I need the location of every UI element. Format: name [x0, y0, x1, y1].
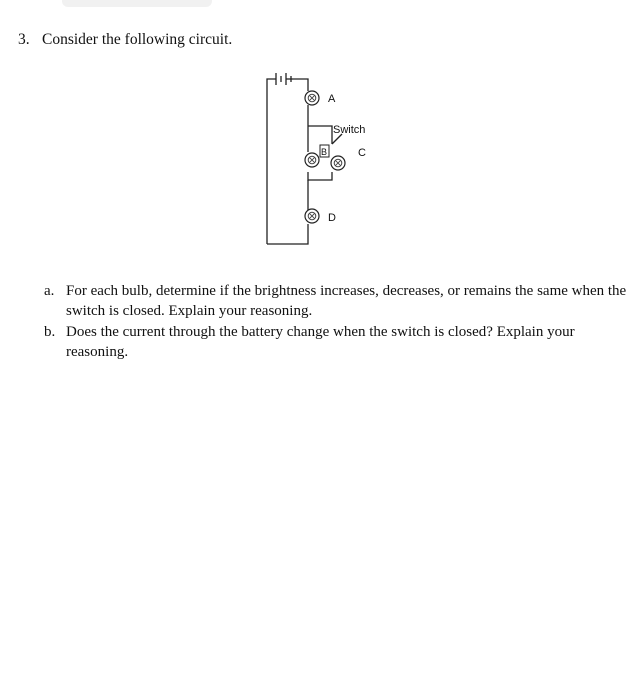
bulb-a-icon: [305, 91, 319, 105]
top-edge-artifact: [62, 0, 212, 7]
wire-to-c-top: [308, 122, 332, 144]
bulb-c-label: C: [358, 147, 366, 159]
bulb-d-icon: [305, 209, 319, 223]
part-b-text: Does the current through the battery change when the switch is closed? Explain your reasoning.: [66, 324, 575, 360]
left-wire: [267, 79, 276, 244]
circuit-diagram: [250, 62, 390, 257]
branch-bottom-wire: [308, 172, 332, 180]
bulb-a-label: A: [328, 93, 336, 105]
part-a-text: For each bulb, determine if the brightness increases, decreases, or remains the same when the switch is closed. Explain your reasoning.: [66, 283, 627, 319]
top-wire: [293, 79, 308, 91]
question-prompt: Consider the following circuit.: [42, 31, 233, 48]
bulb-d-label: D: [328, 212, 336, 224]
part-a: [44, 281, 636, 321]
part-a-marker: a.: [44, 283, 55, 299]
bulb-b-icon: [305, 153, 319, 167]
part-b: [44, 322, 636, 362]
question-heading: [18, 31, 232, 49]
part-b-marker: b.: [44, 324, 56, 340]
bulb-c-icon: [331, 156, 345, 170]
question-parts: [44, 281, 636, 363]
circuit-svg: [250, 62, 390, 252]
question-number: 3.: [18, 31, 30, 48]
bulb-b-label: B: [321, 147, 328, 157]
bottom-wire: [267, 224, 308, 244]
switch-label: Switch: [333, 124, 366, 136]
battery-icon: [276, 73, 293, 85]
